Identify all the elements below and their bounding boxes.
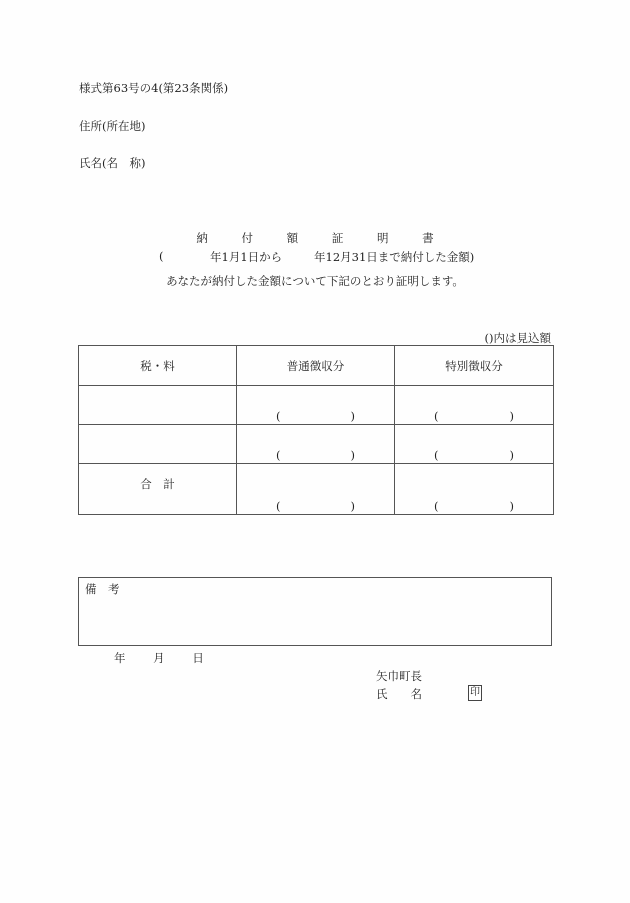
header-tax-type: 税・料 xyxy=(79,346,237,386)
remarks-label: 備 考 xyxy=(85,582,120,596)
period-from: 年1月1日から xyxy=(210,250,283,264)
table-header-row xyxy=(79,346,554,386)
issue-date xyxy=(114,650,228,666)
title-char: 証 xyxy=(331,231,344,245)
estimate-close-paren: ) xyxy=(350,448,355,462)
ordinary-amount-cell[interactable] xyxy=(237,425,395,464)
estimate-close-paren: ) xyxy=(350,499,355,513)
header-special-collection: 特別徴収分 xyxy=(395,346,554,386)
header-ordinary-collection: 普通徴収分 xyxy=(237,346,395,386)
ordinary-amount-cell[interactable] xyxy=(237,386,395,425)
title-char: 納 xyxy=(196,231,208,245)
estimate-open-paren: ( xyxy=(276,499,281,513)
form-number: 様式第63号の4(第23条関係) xyxy=(79,81,229,95)
estimate-open-paren: ( xyxy=(434,499,439,513)
total-label-cell: 合 計 xyxy=(79,464,237,515)
signer-line xyxy=(376,686,422,702)
estimate-close-paren: ) xyxy=(350,409,355,423)
estimate-open-paren: ( xyxy=(276,409,281,423)
special-amount-cell[interactable] xyxy=(395,386,554,425)
amounts-table xyxy=(78,345,554,515)
name-label: 氏名(名 称) xyxy=(79,156,146,170)
estimate-open-paren: ( xyxy=(276,448,281,462)
estimate-close-paren: ) xyxy=(509,409,514,423)
period-open-paren: ( xyxy=(159,249,164,263)
certification-statement: あなたが納付した金額について下記のとおり証明します。 xyxy=(166,274,464,288)
signer-name-label: 氏 名 xyxy=(376,687,422,701)
estimate-open-paren: ( xyxy=(434,448,439,462)
document-title xyxy=(0,230,630,246)
estimate-close-paren: ) xyxy=(509,499,514,513)
seal-icon: 印 xyxy=(468,685,482,701)
special-total-cell[interactable] xyxy=(395,464,554,515)
special-amount-cell[interactable] xyxy=(395,425,554,464)
title-char: 明 xyxy=(376,231,389,245)
period-to: 年12月31日まで納付した金額) xyxy=(314,250,475,264)
remarks-box[interactable] xyxy=(78,577,552,646)
table-row xyxy=(79,386,554,425)
title-char: 書 xyxy=(422,231,434,245)
issuer-title: 矢巾町長 xyxy=(376,669,422,683)
table-row-total xyxy=(79,464,554,515)
tax-type-cell[interactable] xyxy=(79,425,237,464)
ordinary-total-cell[interactable] xyxy=(237,464,395,515)
date-month: 月 xyxy=(153,651,165,665)
estimate-close-paren: ) xyxy=(509,448,514,462)
title-char: 額 xyxy=(286,231,299,245)
address-label: 住所(所在地) xyxy=(79,119,146,133)
table-row xyxy=(79,425,554,464)
date-year: 年 xyxy=(114,651,126,665)
estimate-open-paren: ( xyxy=(434,409,439,423)
title-char: 付 xyxy=(241,231,254,245)
date-day: 日 xyxy=(192,651,204,665)
tax-type-cell[interactable] xyxy=(79,386,237,425)
estimate-note: ()内は見込額 xyxy=(484,331,551,345)
